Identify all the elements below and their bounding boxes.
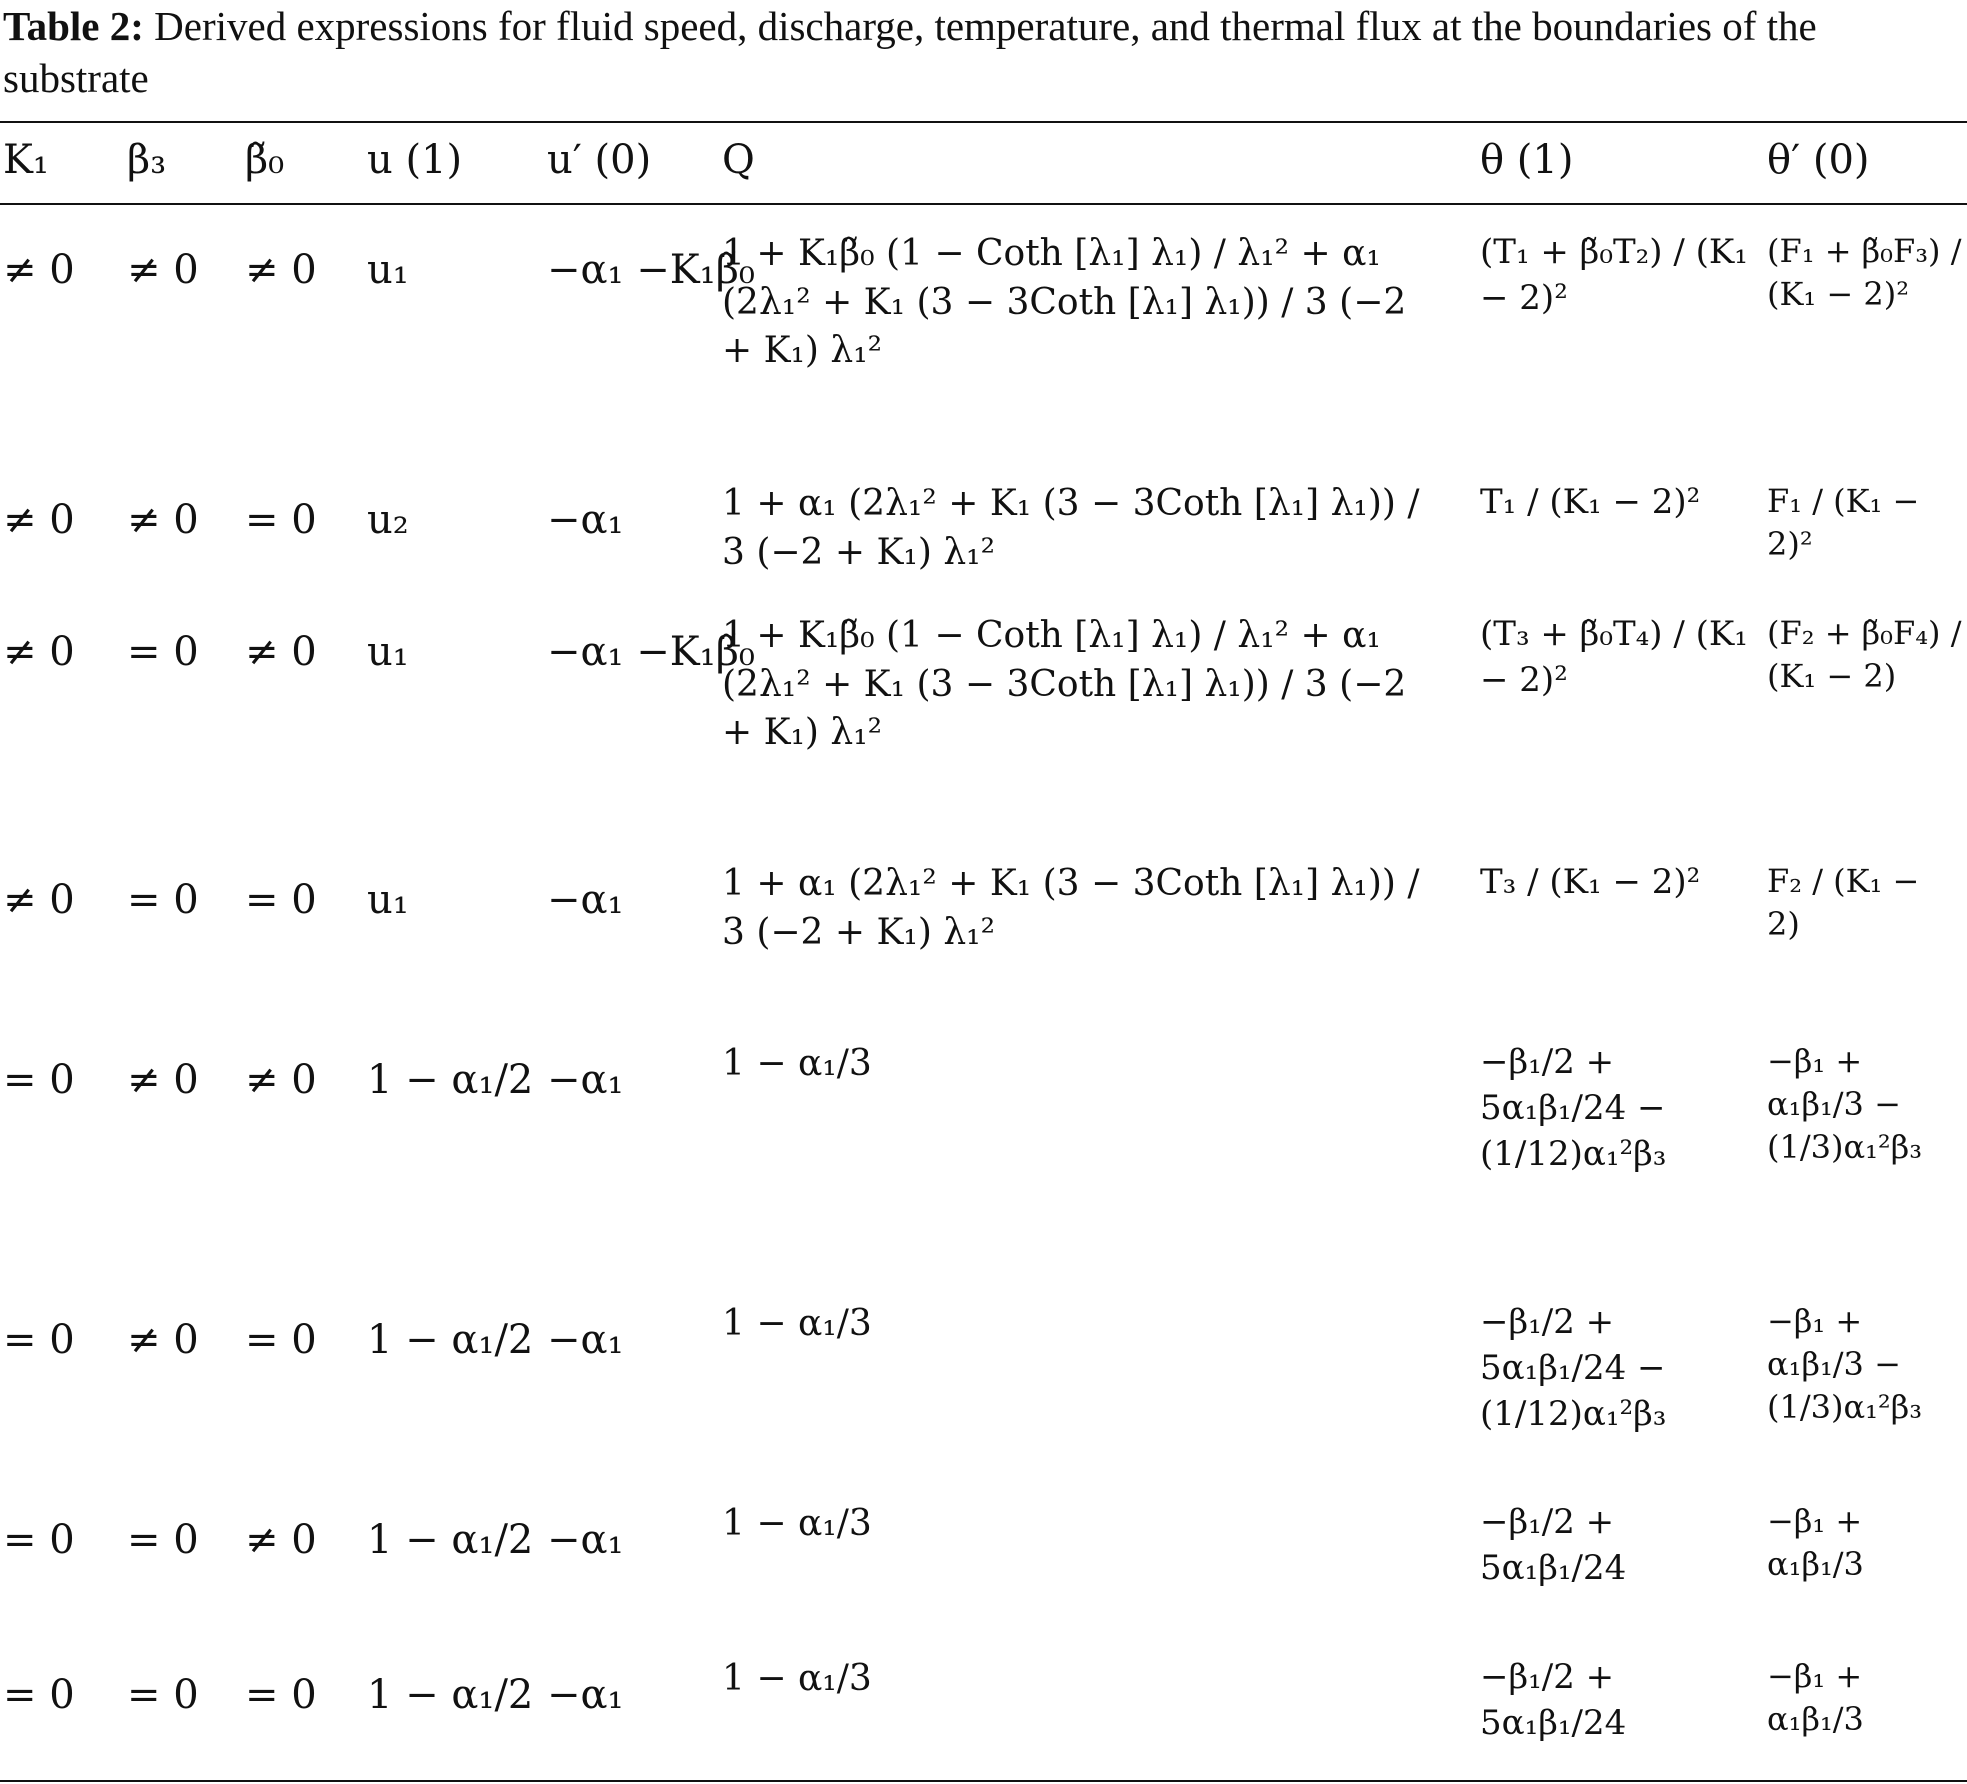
header-beta0: β̃₀ xyxy=(245,137,285,183)
cell-thetaprime0: (F₂ + β̃₀F₄) / (K₁ − 2) xyxy=(1767,614,1962,696)
cell-beta3: ≠ 0 xyxy=(127,497,199,543)
header-k1: K₁ xyxy=(3,137,49,183)
cell-uprime0: −α₁ xyxy=(547,1517,624,1563)
bottom-rule xyxy=(0,1780,1967,1782)
cell-beta3: = 0 xyxy=(127,1672,199,1718)
cell-beta3: = 0 xyxy=(127,877,199,923)
cell-uprime0: −α₁ xyxy=(547,1672,624,1718)
cell-u1: 1 − α₁/2 xyxy=(367,1672,534,1718)
cell-q: 1 − α₁/3 xyxy=(722,1043,872,1084)
cell-k1: ≠ 0 xyxy=(3,497,75,543)
header-rule xyxy=(0,203,1967,205)
table-caption xyxy=(3,0,1958,104)
cell-u1: u₂ xyxy=(367,497,409,543)
cell-beta0: ≠ 0 xyxy=(245,1517,317,1563)
cell-beta3: = 0 xyxy=(127,629,199,675)
cell-q: 1 + α₁ (2λ₁² + K₁ (3 − 3Coth [λ₁] λ₁)) / 3 (−2 + K₁) λ₁² xyxy=(722,483,1420,573)
cell-thetaprime0: F₁ / (K₁ − 2)² xyxy=(1767,482,1920,564)
header-uprime0: u′ (0) xyxy=(547,137,652,183)
cell-beta0: = 0 xyxy=(245,1317,317,1363)
cell-beta0: ≠ 0 xyxy=(245,1057,317,1103)
cell-uprime0: −α₁ −K₁β̃₀ xyxy=(547,247,755,293)
cell-u1: 1 − α₁/2 xyxy=(367,1517,534,1563)
cell-thetaprime0: −β₁ + α₁β₁/3 xyxy=(1767,1657,1864,1739)
cell-k1: ≠ 0 xyxy=(3,247,75,293)
cell-theta1: T₁ / (K₁ − 2)² xyxy=(1480,482,1701,522)
cell-uprime0: −α₁ xyxy=(547,1057,624,1103)
header-thetaprime0: θ′ (0) xyxy=(1767,137,1870,183)
cell-thetaprime0: (F₁ + β̃₀F₃) / (K₁ − 2)² xyxy=(1767,232,1962,314)
cell-k1: = 0 xyxy=(3,1672,75,1718)
cell-q: 1 − α₁/3 xyxy=(722,1503,872,1544)
cell-q: 1 + α₁ (2λ₁² + K₁ (3 − 3Coth [λ₁] λ₁)) / 3 (−2 + K₁) λ₁² xyxy=(722,863,1420,953)
cell-theta1: (T₁ + β̃₀T₂) / (K₁ − 2)² xyxy=(1480,232,1748,318)
cell-theta1: −β₁/2 + 5α₁β₁/24 xyxy=(1480,1657,1627,1743)
cell-theta1: −β₁/2 + 5α₁β₁/24 − (1/12)α₁²β₃ xyxy=(1480,1042,1667,1174)
cell-thetaprime0: −β₁ + α₁β₁/3 xyxy=(1767,1502,1864,1584)
cell-u1: u₁ xyxy=(367,629,409,675)
header-u1: u (1) xyxy=(367,137,463,183)
caption-label: Table 2: xyxy=(3,3,144,49)
cell-beta3: ≠ 0 xyxy=(127,247,199,293)
cell-u1: 1 − α₁/2 xyxy=(367,1057,534,1103)
cell-k1: = 0 xyxy=(3,1057,75,1103)
cell-q: 1 − α₁/3 xyxy=(722,1658,872,1699)
cell-beta0: ≠ 0 xyxy=(245,629,317,675)
cell-uprime0: −α₁ xyxy=(547,1317,624,1363)
cell-beta0: = 0 xyxy=(245,1672,317,1718)
cell-u1: 1 − α₁/2 xyxy=(367,1317,534,1363)
cell-k1: = 0 xyxy=(3,1517,75,1563)
caption-text: Derived expressions for fluid speed, discharge, temperature, and thermal flux at the boundaries of the substrate xyxy=(3,3,1817,101)
cell-theta1: −β₁/2 + 5α₁β₁/24 − (1/12)α₁²β₃ xyxy=(1480,1302,1667,1434)
cell-uprime0: −α₁ xyxy=(547,877,624,923)
cell-beta3: = 0 xyxy=(127,1517,199,1563)
cell-beta0: = 0 xyxy=(245,877,317,923)
cell-beta0: ≠ 0 xyxy=(245,247,317,293)
cell-uprime0: −α₁ −K₁β̃₀ xyxy=(547,629,755,675)
cell-thetaprime0: F₂ / (K₁ − 2) xyxy=(1767,862,1920,944)
header-theta1: θ (1) xyxy=(1480,137,1574,183)
cell-beta0: = 0 xyxy=(245,497,317,543)
cell-u1: u₁ xyxy=(367,247,409,293)
cell-thetaprime0: −β₁ + α₁β₁/3 − (1/3)α₁²β₃ xyxy=(1767,1302,1923,1427)
cell-beta3: ≠ 0 xyxy=(127,1057,199,1103)
cell-q: 1 + K₁β̃₀ (1 − Coth [λ₁] λ₁) / λ₁² + α₁ (2λ₁² + K₁ (3 − 3Coth [λ₁] λ₁)) / 3 (−2 + K₁) λ₁² xyxy=(722,233,1407,372)
cell-theta1: T₃ / (K₁ − 2)² xyxy=(1480,862,1701,902)
cell-beta3: ≠ 0 xyxy=(127,1317,199,1363)
cell-k1: = 0 xyxy=(3,1317,75,1363)
cell-k1: ≠ 0 xyxy=(3,877,75,923)
cell-q: 1 + K₁β̃₀ (1 − Coth [λ₁] λ₁) / λ₁² + α₁ (2λ₁² + K₁ (3 − 3Coth [λ₁] λ₁)) / 3 (−2 + K₁) λ₁² xyxy=(722,615,1407,754)
header-beta3: β₃ xyxy=(127,137,167,183)
cell-u1: u₁ xyxy=(367,877,409,923)
top-rule xyxy=(0,121,1967,123)
cell-k1: ≠ 0 xyxy=(3,629,75,675)
cell-thetaprime0: −β₁ + α₁β₁/3 − (1/3)α₁²β₃ xyxy=(1767,1042,1923,1167)
cell-theta1: (T₃ + β̃₀T₄) / (K₁ − 2)² xyxy=(1480,614,1748,700)
cell-uprime0: −α₁ xyxy=(547,497,624,543)
cell-q: 1 − α₁/3 xyxy=(722,1303,872,1344)
cell-theta1: −β₁/2 + 5α₁β₁/24 xyxy=(1480,1502,1627,1588)
header-q: Q xyxy=(722,137,755,183)
